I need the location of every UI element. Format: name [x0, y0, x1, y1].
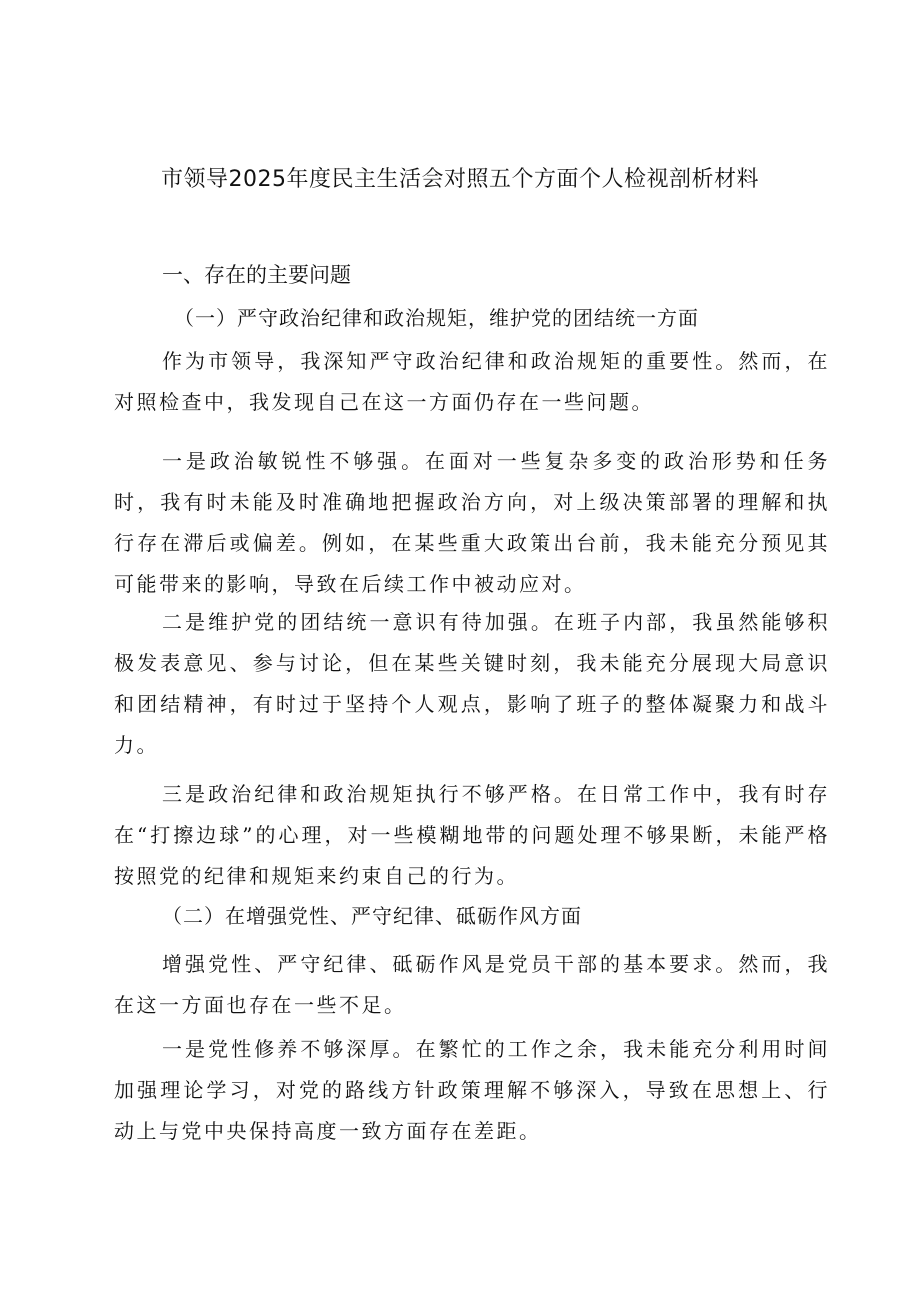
- paragraph-political-sensitivity: 一是政治敏锐性不够强。在面对一些复杂多变的政治形势和任务时，我有时未能及时准确地把握政治方向，对上级决策部署的理解和执行存在滞后或偏差。例如，在某些重大政策出台前，我未能充分预见其可能带来的影响，导致在后续工作中被动应对。: [114, 449, 830, 596]
- document-title: 市领导2025年度民主生活会对照五个方面个人检视剖析材料: [161, 167, 759, 192]
- paragraph-party-unity: 二是维护党的团结统一意识有待加强。在班子内部，我虽然能够积极发表意见、参与讨论，但在某些关键时刻，我未能充分展现大局意识和团结精神，有时过于坚持个人观点，影响了班子的整体凝聚力和战斗力。: [114, 610, 830, 757]
- subsection-heading-party-spirit: （二）在增强党性、严守纪律、砥砺作风方面: [162, 904, 582, 928]
- paragraph-discipline-enforcement: 三是政治纪律和政治规矩执行不够严格。在日常工作中，我有时存在“打擦边球”的心理，对一些模糊地带的问题处理不够果断，未能严格按照党的纪律和规矩来约束自己的行为。: [114, 782, 830, 888]
- subsection-heading-political-discipline: （一）严守政治纪律和政治规矩，维护党的团结统一方面: [174, 306, 699, 330]
- paragraph-intro-party-spirit: 增强党性、严守纪律、砥砺作风是党员干部的基本要求。然而，我在这一方面也存在一些不足。: [114, 952, 830, 1017]
- section-heading-problems: 一、存在的主要问题: [162, 263, 351, 287]
- paragraph-party-cultivation: 一是党性修养不够深厚。在繁忙的工作之余，我未能充分利用时间加强理论学习，对党的路线方针政策理解不够深入，导致在思想上、行动上与党中央保持高度一致方面存在差距。: [114, 1037, 830, 1143]
- paragraph-intro-discipline: 作为市领导，我深知严守政治纪律和政治规矩的重要性。然而，在对照检查中，我发现自己在这一方面仍存在一些问题。: [114, 349, 830, 414]
